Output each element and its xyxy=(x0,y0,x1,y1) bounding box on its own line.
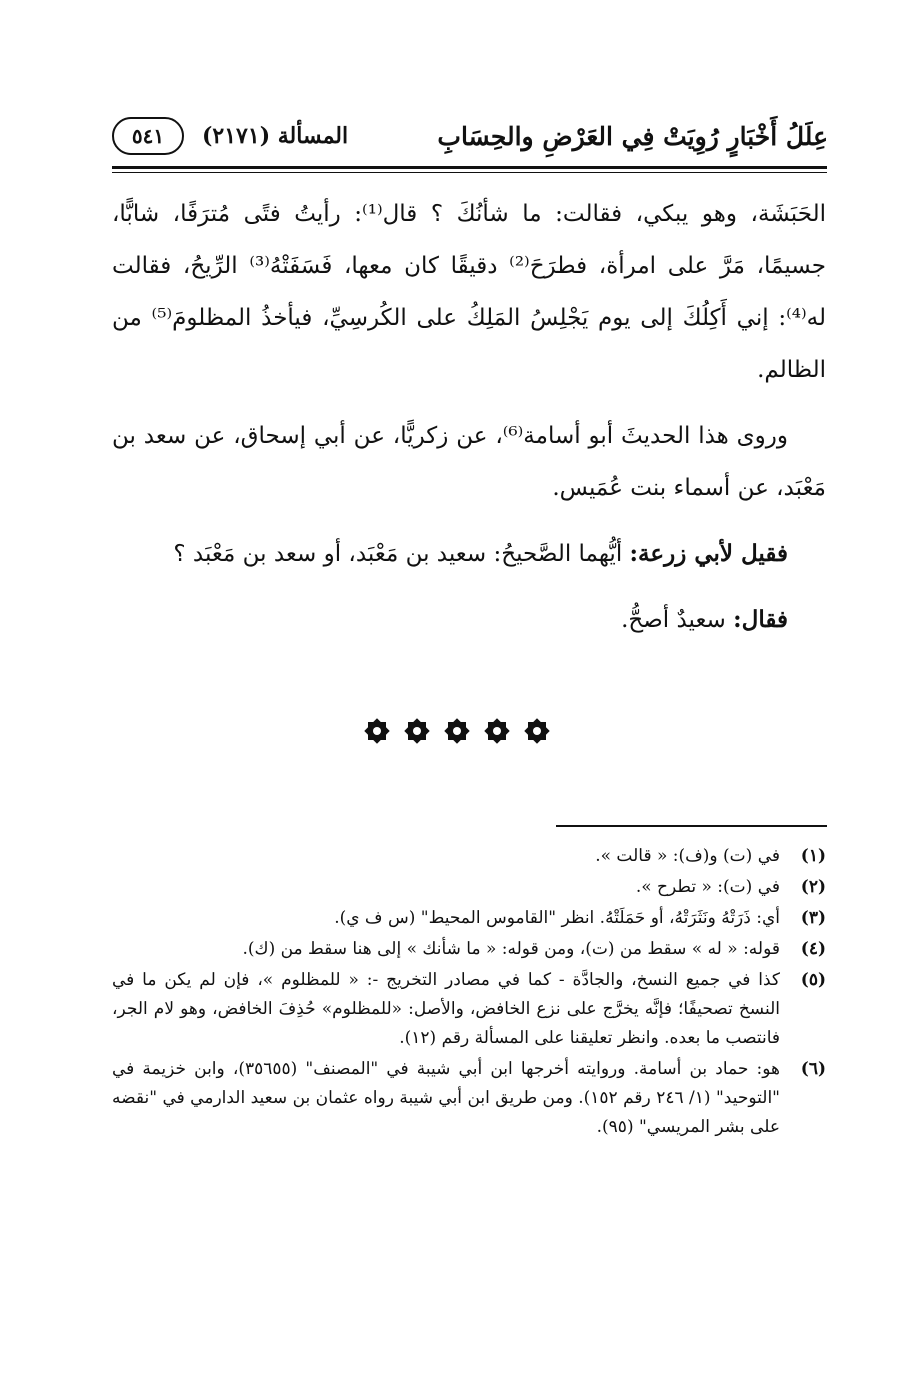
paragraph-4 xyxy=(112,594,826,646)
footnote-text: قوله: « له » سقط من (ت)، ومن قوله: « ما شأنك » إلى هنا سقط من (ك). xyxy=(242,939,780,959)
star-ornament-icon xyxy=(442,716,472,746)
paragraph-2: وروى هذا الحديثَ أبو أسامة⁽⁶⁾، عن زكريًّا، عن أبي إسحاق، عن سعد بن مَعْبَد، عن أسماء بنت عُمَيس. xyxy=(112,423,826,501)
footnote xyxy=(112,904,826,933)
star-ornament-icon xyxy=(522,716,552,746)
footnote-text: كذا في جميع النسخ، والجادَّة - كما في مصادر التخريج -: « للمظلوم »، فإن لم يكن ما في النسخ تصحيفًا؛ فإنَّه يخرَّج على نزع الخافض، والأصل: «للمظلوم» حُذِفَ الخافض، وهو لام الجر، فانتصب ما بعده. وانظر تعليقنا على المسألة رقم (١٢). xyxy=(112,970,780,1048)
footnote-number: (٢) xyxy=(800,877,826,897)
star-ornament-icon xyxy=(362,716,392,746)
footnote xyxy=(112,966,826,1053)
footnote-text: أي: ذَرَتْهُ ونَثَرَتْهُ، أو حَمَلَتْهُ. انظر "القاموس المحيط" (س ف ي). xyxy=(334,908,780,928)
main-text xyxy=(112,188,826,646)
answer-text: سعيدٌ أصحُّ. xyxy=(621,607,734,633)
footnote xyxy=(112,935,826,964)
answer-lead: فقال: xyxy=(733,606,788,633)
footnotes xyxy=(112,842,826,1144)
footnote-number: (٤) xyxy=(800,939,826,959)
star-ornament-icon xyxy=(482,716,512,746)
footnote xyxy=(112,1055,826,1142)
footnote-text: هو: حماد بن أسامة. وروايته أخرجها ابن أبي شيبة في "المصنف" (٣٥٦٥٥)، وابن خزيمة في "التوحيد" (١/ ٢٤٦ رقم ١٥٢). ومن طريق ابن أبي شيبة رواه عثمان بن سعيد الدارمي في "نقضه على بشر المريسي" (٩٥). xyxy=(112,1059,780,1137)
footnote xyxy=(112,873,826,902)
footnote-text: في (ت): « تطرح ». xyxy=(635,877,780,897)
page-header xyxy=(112,112,828,160)
question-lead: فقيل لأبي زرعة: xyxy=(629,540,788,567)
footnote-number: (٥) xyxy=(800,970,826,990)
star-ornament-icon xyxy=(402,716,432,746)
page-number-badge xyxy=(112,117,184,155)
footnote-number: (١) xyxy=(800,846,826,866)
page-number: ٥٤١ xyxy=(131,124,165,148)
footnote-separator xyxy=(556,825,827,827)
question-text: أيُّهما الصَّحيحُ: سعيد بن مَعْبَد، أو سعد بن مَعْبَد ؟ xyxy=(173,541,630,567)
footnote xyxy=(112,842,826,871)
header-rule-thin xyxy=(112,172,827,173)
footnote-number: (٣) xyxy=(800,908,826,928)
header-left-group xyxy=(112,117,348,155)
running-title: عِلَلُ أَخْبَارٍ رُوِيَتْ فِي العَرْضِ والحِسَابِ xyxy=(437,121,828,151)
paragraph-3 xyxy=(112,528,826,580)
paragraph-1: الحَبَشَة، وهو يبكي، فقالت: ما شأنُكَ ؟ قال⁽¹⁾: رأيتُ فتًى مُترَفًا، شابًّا، جسيمًا، مَرَّ على امرأة، فطرَحَ⁽²⁾ دقيقًا كان معها، فَسَفَتْهُ⁽³⁾ الرِّيحُ، فقالت له⁽⁴⁾: إني أَكِلُكَ إلى يوم يَجْلِسُ المَلِكُ على الكُرسِيِّ، فيأخذُ المظلومَ⁽⁵⁾ من الظالم. xyxy=(112,201,827,383)
footnote-number: (٦) xyxy=(800,1059,826,1079)
header-rule-thick xyxy=(112,166,827,169)
issue-label: المسألة (٢١٧١) xyxy=(202,123,349,149)
section-ornaments xyxy=(0,716,914,752)
footnote-text: في (ت) و(ف): « قالت ». xyxy=(595,846,780,866)
